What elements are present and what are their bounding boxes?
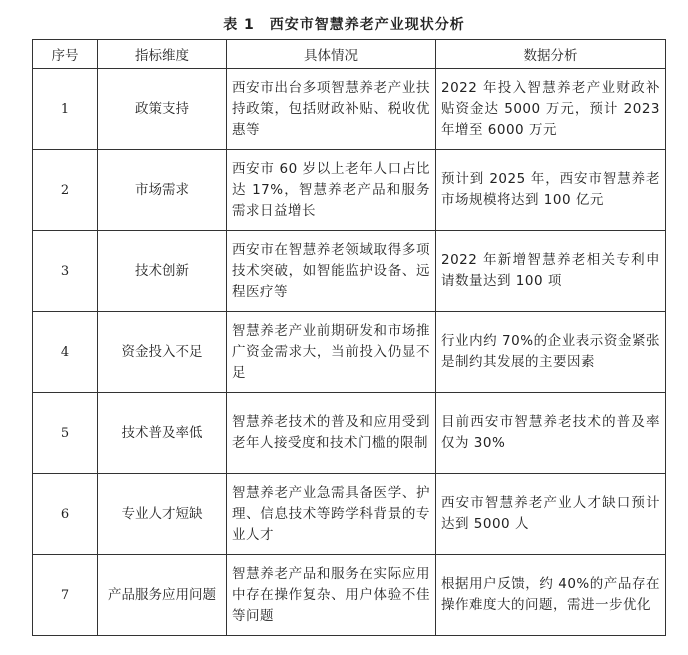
row-analysis: 2022 年新增智慧养老相关专利申请数量达到 100 项 bbox=[436, 231, 666, 312]
header-no: 序号 bbox=[33, 40, 98, 69]
row-no: 2 bbox=[33, 150, 98, 231]
row-situation: 智慧养老产品和服务在实际应用中存在操作复杂、用户体验不佳等问题 bbox=[227, 555, 436, 636]
table-row bbox=[33, 231, 666, 312]
header-situation: 具体情况 bbox=[227, 40, 436, 69]
table-row bbox=[33, 474, 666, 555]
row-dimension: 技术普及率低 bbox=[98, 393, 227, 474]
row-analysis: 西安市智慧养老产业人才缺口预计达到 5000 人 bbox=[436, 474, 666, 555]
header-analysis: 数据分析 bbox=[436, 40, 666, 69]
table-title: 表 1 西安市智慧养老产业现状分析 bbox=[223, 17, 465, 33]
row-dimension: 技术创新 bbox=[98, 231, 227, 312]
row-analysis: 根据用户反馈，约 40%的产品存在操作难度大的问题，需进一步优化 bbox=[436, 555, 666, 636]
row-analysis: 目前西安市智慧养老技术的普及率仅为 30% bbox=[436, 393, 666, 474]
row-dimension: 市场需求 bbox=[98, 150, 227, 231]
row-no: 6 bbox=[33, 474, 98, 555]
row-situation: 智慧养老产业急需具备医学、护理、信息技术等跨学科背景的专业人才 bbox=[227, 474, 436, 555]
status-table bbox=[32, 39, 666, 636]
table-row bbox=[33, 393, 666, 474]
row-analysis: 预计到 2025 年，西安市智慧养老市场规模将达到 100 亿元 bbox=[436, 150, 666, 231]
table-header-row bbox=[33, 40, 666, 69]
row-dimension: 政策支持 bbox=[98, 69, 227, 150]
row-dimension: 专业人才短缺 bbox=[98, 474, 227, 555]
row-situation: 智慧养老产业前期研发和市场推广资金需求大，当前投入仍显不足 bbox=[227, 312, 436, 393]
row-analysis: 行业内约 70%的企业表示资金紧张是制约其发展的主要因素 bbox=[436, 312, 666, 393]
row-situation: 西安市在智慧养老领域取得多项技术突破，如智能监护设备、远程医疗等 bbox=[227, 231, 436, 312]
row-situation: 智慧养老技术的普及和应用受到老年人接受度和技术门槛的限制 bbox=[227, 393, 436, 474]
table-row bbox=[33, 555, 666, 636]
table-row bbox=[33, 312, 666, 393]
row-no: 5 bbox=[33, 393, 98, 474]
row-dimension: 资金投入不足 bbox=[98, 312, 227, 393]
row-analysis: 2022 年投入智慧养老产业财政补贴资金达 5000 万元，预计 2023 年增至 6000 万元 bbox=[436, 69, 666, 150]
row-no: 3 bbox=[33, 231, 98, 312]
row-dimension: 产品服务应用问题 bbox=[98, 555, 227, 636]
table-row bbox=[33, 150, 666, 231]
row-no: 7 bbox=[33, 555, 98, 636]
row-situation: 西安市出台多项智慧养老产业扶持政策，包括财政补贴、税收优惠等 bbox=[227, 69, 436, 150]
row-no: 4 bbox=[33, 312, 98, 393]
row-no: 1 bbox=[33, 69, 98, 150]
row-situation: 西安市 60 岁以上老年人口占比达 17%，智慧养老产品和服务需求日益增长 bbox=[227, 150, 436, 231]
header-dimension: 指标维度 bbox=[98, 40, 227, 69]
table-row bbox=[33, 69, 666, 150]
